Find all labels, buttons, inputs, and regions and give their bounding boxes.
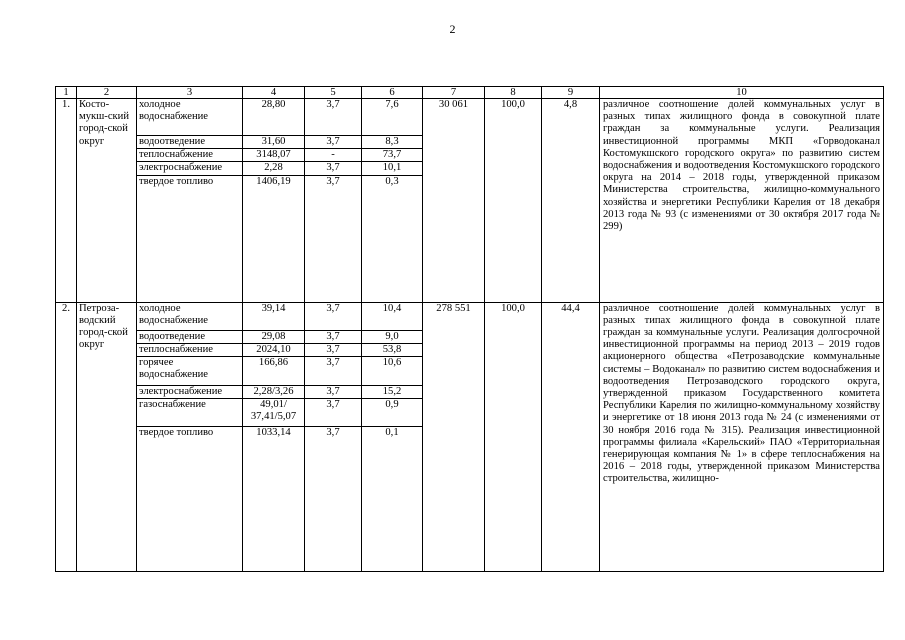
service-name: холодное водоснабжение bbox=[137, 302, 243, 330]
service-value: 0,3 bbox=[362, 175, 423, 302]
district-name: Косто-мукш-ский город-ской округ bbox=[77, 99, 137, 303]
service-value: 3,7 bbox=[305, 175, 362, 302]
utility-table bbox=[55, 86, 884, 572]
service-name: твердое топливо bbox=[137, 427, 243, 572]
share-value: 44,4 bbox=[542, 302, 600, 572]
row-number: 2. bbox=[56, 302, 77, 572]
service-value: 3,7 bbox=[305, 343, 362, 356]
service-value: 10,6 bbox=[362, 357, 423, 386]
service-value: 3,7 bbox=[305, 99, 362, 136]
service-value: 2,28/3,26 bbox=[243, 386, 305, 399]
service-name: твердое топливо bbox=[137, 175, 243, 302]
service-value: 2,28 bbox=[243, 162, 305, 175]
share-value: 4,8 bbox=[542, 99, 600, 303]
service-value: 3,7 bbox=[305, 162, 362, 175]
service-value: 2024,10 bbox=[243, 343, 305, 356]
service-name: водоотведение bbox=[137, 330, 243, 343]
percent-value: 100,0 bbox=[485, 302, 542, 572]
service-name: теплоснабжение bbox=[137, 149, 243, 162]
service-value: 31,60 bbox=[243, 136, 305, 149]
service-value: 1033,14 bbox=[243, 427, 305, 572]
service-value: 73,7 bbox=[362, 149, 423, 162]
service-value: 29,08 bbox=[243, 330, 305, 343]
service-value: 3148,07 bbox=[243, 149, 305, 162]
service-value: 49,01/ 37,41/5,07 bbox=[243, 399, 305, 427]
service-value: 7,6 bbox=[362, 99, 423, 136]
header-cell: 9 bbox=[542, 87, 600, 99]
description-text: различное соотношение долей коммунальных услуг в разных типах жилищного фонда в совокупной плате граждан за коммунальные услуги. Реализация инвестиционной программы МКП «Горводоканал Костомукшского городского округа» по развитию систем водоснабжения и водоотведения Костомукшского городского округа на 2014 – 2018 годы, утвержденной приказом Министерства строительства, жилищно-коммунального хозяйства и энергетики Республики Карелия от 18 декабря 2013 года № 93 (с изменениями от 30 октября 2017 года № 299) bbox=[600, 99, 884, 303]
row-number: 1. bbox=[56, 99, 77, 303]
service-name: электроснабжение bbox=[137, 386, 243, 399]
header-cell: 1 bbox=[56, 87, 77, 99]
service-value: 3,7 bbox=[305, 357, 362, 386]
header-cell: 10 bbox=[600, 87, 884, 99]
service-value: 15,2 bbox=[362, 386, 423, 399]
service-value: 166,86 bbox=[243, 357, 305, 386]
service-value: 3,7 bbox=[305, 330, 362, 343]
service-name: электроснабжение bbox=[137, 162, 243, 175]
service-value: 10,4 bbox=[362, 302, 423, 330]
table-row bbox=[56, 99, 884, 136]
header-cell: 5 bbox=[305, 87, 362, 99]
service-value: 28,80 bbox=[243, 99, 305, 136]
service-value: 10,1 bbox=[362, 162, 423, 175]
service-value: - bbox=[305, 149, 362, 162]
service-value: 8,3 bbox=[362, 136, 423, 149]
header-cell: 8 bbox=[485, 87, 542, 99]
header-cell: 6 bbox=[362, 87, 423, 99]
service-value: 3,7 bbox=[305, 302, 362, 330]
population-value: 30 061 bbox=[423, 99, 485, 303]
header-cell: 3 bbox=[137, 87, 243, 99]
header-cell: 4 bbox=[243, 87, 305, 99]
header-row bbox=[56, 87, 884, 99]
service-value: 3,7 bbox=[305, 386, 362, 399]
header-cell: 2 bbox=[77, 87, 137, 99]
service-value: 9,0 bbox=[362, 330, 423, 343]
service-value: 1406,19 bbox=[243, 175, 305, 302]
district-name: Петроза-водский город-ской округ bbox=[77, 302, 137, 572]
service-name: водоотведение bbox=[137, 136, 243, 149]
header-cell: 7 bbox=[423, 87, 485, 99]
page-number: 2 bbox=[449, 22, 456, 36]
service-name: теплоснабжение bbox=[137, 343, 243, 356]
service-name: горячее водоснабжение bbox=[137, 357, 243, 386]
service-value: 0,1 bbox=[362, 427, 423, 572]
description-text: различное соотношение долей коммунальных услуг в разных типах жилищного фонда в совокупной плате граждан за коммунальные услуги. Реализация долгосрочной инвестиционной программы на период 2013 – 2019 годов акционерного общества «Петрозаводские коммунальные системы – Водоканал» по развитию систем водоснабжения и водоотведения Петрозаводского городского округа, утвержденной приказом Государственного комитета Республики Карелия по жилищно-коммунальному хозяйству и энергетике от 18 июня 2013 года № 24 (с изменениями от 30 ноября 2016 года № 315). Реализация инвестиционной программы филиала «Карельский» ПАО «Территориальная генерирующая компания № 1» в сфере теплоснабжения на 2016 – 2018 годы, утвержденной приказом Министерства строительства, жилищно- bbox=[600, 302, 884, 572]
service-name: холодное водоснабжение bbox=[137, 99, 243, 136]
service-value: 53,8 bbox=[362, 343, 423, 356]
population-value: 278 551 bbox=[423, 302, 485, 572]
service-value: 3,7 bbox=[305, 136, 362, 149]
table-row bbox=[56, 302, 884, 330]
service-value: 3,7 bbox=[305, 399, 362, 427]
percent-value: 100,0 bbox=[485, 99, 542, 303]
service-value: 0,9 bbox=[362, 399, 423, 427]
service-value: 39,14 bbox=[243, 302, 305, 330]
service-name: газоснабжение bbox=[137, 399, 243, 427]
service-value: 3,7 bbox=[305, 427, 362, 572]
